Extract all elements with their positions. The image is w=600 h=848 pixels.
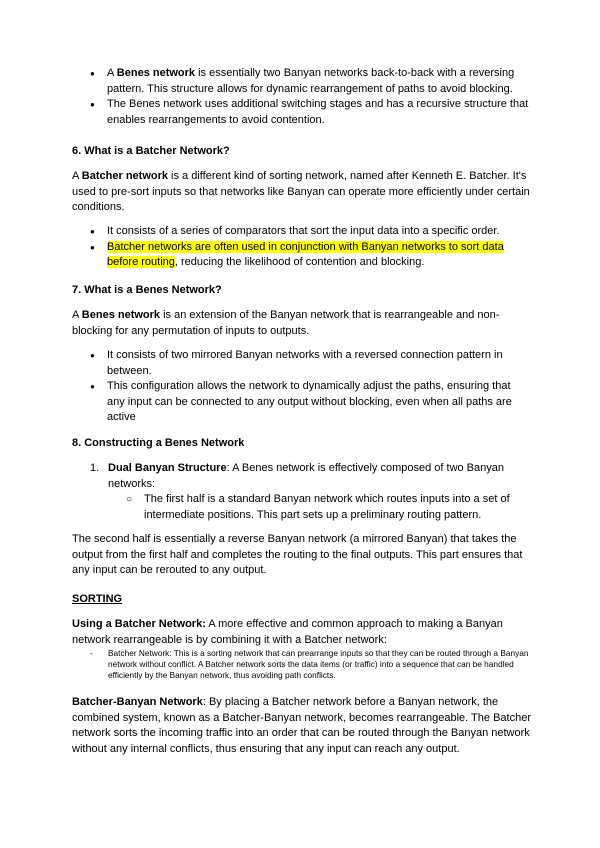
batcher-paragraph: A Batcher network is a different kind of sorting network, named after Kenneth E. Batcher. It's used to pre-sort inputs so that networks like Banyan can operate more efficiently under certain conditions. xyxy=(72,170,530,213)
section-7-heading: 7. What is a Benes Network? xyxy=(72,284,222,296)
list-item: ● A Benes network is essentially two Banyan networks back-to-back with a reversing pattern. This structure allows for dynamic rearrangement of paths to avoid blocking. xyxy=(90,66,530,97)
numbered-item-1: 1. Dual Banyan Structure: A Benes network is effectively composed of two Banyan networks: xyxy=(90,462,504,490)
benes-intro-list xyxy=(90,66,530,128)
using-batcher-paragraph: Using a Batcher Network: A more effective and common approach to making a Banyan network rearrangeable is by combining it with a Batcher network: xyxy=(72,618,503,646)
circle-bullet-icon: ○ xyxy=(126,494,133,505)
benes-paragraph: A Benes network is an extension of the Banyan network that is rearrangeable and non-blocking for any permutation of inputs to outputs. xyxy=(72,309,500,337)
second-half-paragraph: The second half is essentially a reverse Banyan network (a mirrored Banyan) that takes the output from the first half and completes the routing to the final outputs. This part ensures that any input can be rerouted to any output. xyxy=(72,533,523,576)
highlighted-text: Batcher networks are often used in conjunction with Banyan networks to sort data before routing xyxy=(107,240,504,268)
sorting-heading: SORTING xyxy=(72,593,123,605)
batcher-definition-item: - Batcher Network: This is a sorting network that can prearrange inputs so that they can be routed through a Banyan network without conflict. A Batcher network sorts the data items (or traffic) into a sequence that can be handled efficiently by the Banyan network, thus avoiding path conflicts. xyxy=(90,648,529,680)
section-8-heading: 8. Constructing a Benes Network xyxy=(72,437,245,449)
batcher-list xyxy=(90,224,530,271)
list-item: ● It consists of a series of comparators that sort the input data into a specific order. xyxy=(90,224,530,240)
section-6-heading: 6. What is a Batcher Network? xyxy=(72,145,230,157)
list-item: ● The Benes network uses additional switching stages and has a recursive structure that enables rearrangements to avoid contention. xyxy=(90,97,530,128)
list-item: ● It consists of two mirrored Banyan networks with a reversed connection pattern in between. xyxy=(90,348,530,379)
list-item: ● Batcher networks are often used in conjunction with Banyan networks to sort data before routing, reducing the likelihood of contention and blocking. xyxy=(90,240,530,271)
batcher-banyan-paragraph: Batcher-Banyan Network: By placing a Batcher network before a Banyan network, the combined system, known as a Batcher-Banyan network, becomes rearrangeable. The Batcher network sorts the incoming traffic into an order that can be routed through the Banyan network without any internal conflicts, thus ensuring that any input can reach any output. xyxy=(72,696,531,755)
sub-list-item: ○ The first half is a standard Banyan network which routes inputs into a set of intermediate positions. This part sets up a preliminary routing pattern. xyxy=(126,493,510,521)
benes-list xyxy=(90,348,530,426)
list-item: ● This configuration allows the network to dynamically adjust the paths, ensuring that any input can be connected to any output without blocking, even when all paths are active xyxy=(90,379,530,426)
dash-bullet: - xyxy=(90,648,93,658)
benes-network-term: Benes network xyxy=(116,67,196,79)
item-number: 1. xyxy=(90,462,100,474)
